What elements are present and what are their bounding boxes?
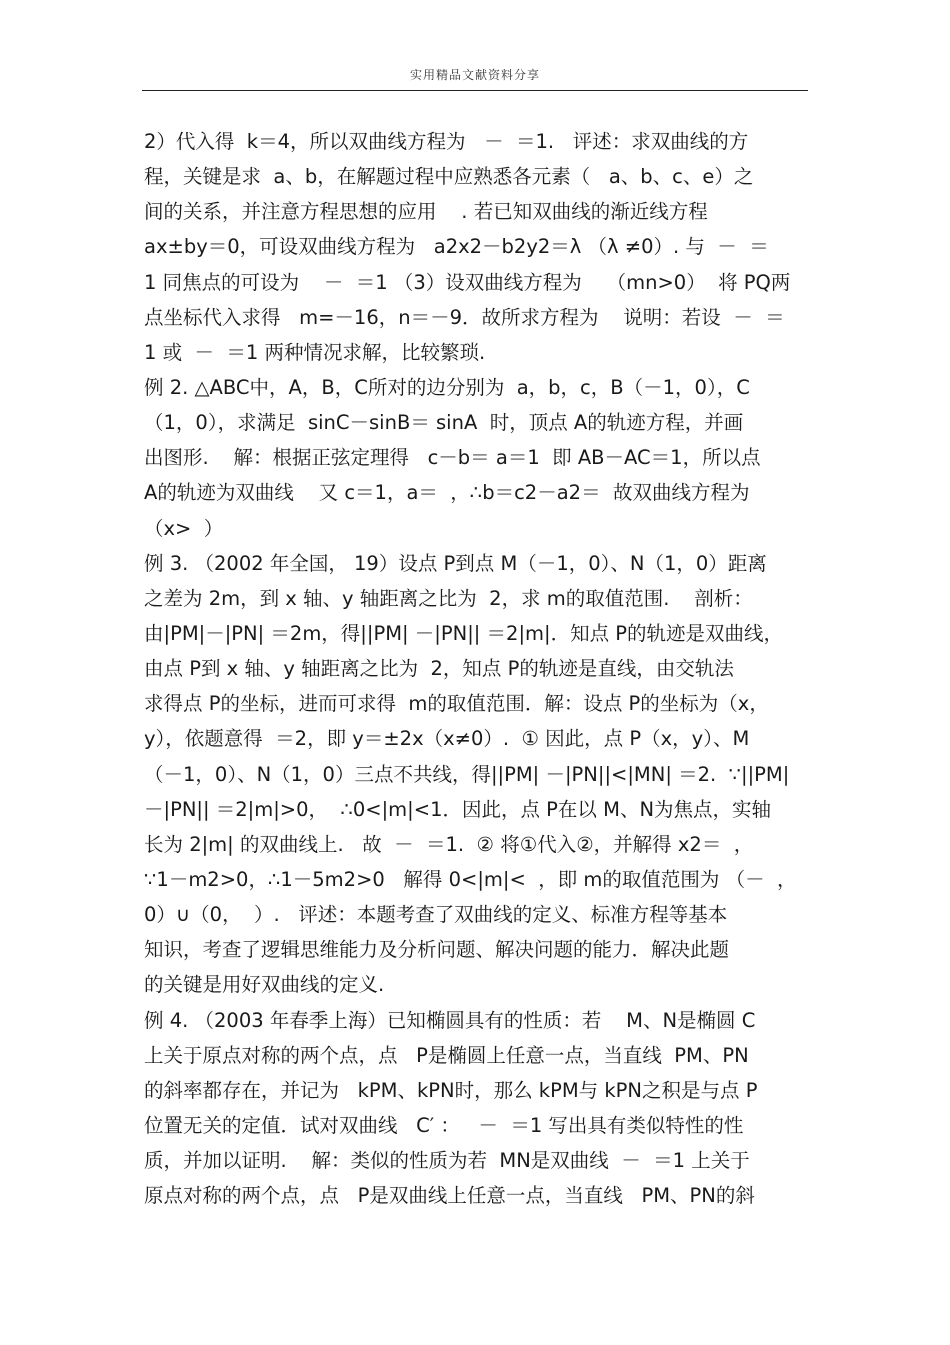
text-line: 之差为 2m，到 x 轴、y 轴距离之比为 2，求 m的取值范围. 剖析：: [144, 586, 753, 610]
text-line: 1 或 － ＝1 两种情况求解，比较繁琐.: [144, 340, 486, 364]
text-line: 长为 2|m| 的双曲线上. 故 － ＝1. ② 将①代入②，并解得 x2＝ ，: [144, 832, 754, 856]
text-line: ∵1－m2>0，∴1－5m2>0 解得 0<|m|< ，即 m的取值范围为 （－ ，: [144, 867, 797, 891]
text-line: 位置无关的定值．试对双曲线 C′ ： － ＝1 写出具有类似特性的性: [144, 1113, 744, 1137]
text-line: 1 同焦点的可设为 － ＝1 （3）设双曲线方程为 （mn>0） 将 PQ两: [144, 270, 791, 294]
text-line: 例 2. △ABC中，A，B，C所对的边分别为 a，b，c，B（－1，0），C: [144, 375, 750, 399]
text-line: 程，关键是求 a、b，在解题过程中应熟悉各元素（ a、b、c、e）之: [144, 165, 754, 189]
text-line: 点坐标代入求得 m=－16，n＝－9．故所求方程为 说明：若设 － ＝: [144, 305, 785, 329]
text-line: 由点 P到 x 轴、y 轴距离之比为 2，知点 P的轨迹是直线，由交轨法: [144, 657, 734, 681]
text-line: 2）代入得 k＝4，所以双曲线方程为 － ＝1. 评述：求双曲线的方: [144, 130, 749, 153]
page-header: 实用精品文献资料分享: [409, 68, 540, 82]
text-line: 质，并加以证明. 解：类似的性质为若 MN是双曲线 － ＝1 上关于: [144, 1149, 750, 1173]
text-line: （1，0），求满足 sinC－sinB＝ sinA 时，顶点 A的轨迹方程，并画: [144, 411, 744, 435]
text-line: 由|PM|－|PN| ＝2m，得||PM| －|PN|| ＝2|m|．知点 P的轨迹是双曲线，: [144, 621, 784, 645]
text-line: （x> ）: [144, 516, 224, 540]
text-line: －|PN|| ＝2|m|>0， ∴0<|m|<1．因此，点 P在以 M、N为焦点，实轴: [144, 797, 772, 821]
header-divider: [142, 90, 808, 91]
text-line: 的关键是用好双曲线的定义.: [144, 973, 385, 997]
text-line: y），依题意得 ＝2，即 y＝±2x（x≠0）. ① 因此，点 P（x，y）、M: [144, 727, 750, 751]
text-line: 间的关系，并注意方程思想的应用 . 若已知双曲线的渐近线方程: [144, 200, 708, 224]
text-line: 的斜率都存在，并记为 kPM、kPN时，那么 kPM与 kPN之积是与点 P: [144, 1078, 758, 1102]
text-line: 原点对称的两个点，点 P是双曲线上任意一点，当直线 PM、PN的斜: [144, 1184, 755, 1208]
document-body: [144, 124, 824, 1213]
text-line: 0）∪（0， ）. 评述：本题考查了双曲线的定义、标准方程等基本: [144, 903, 728, 927]
text-line: 例 4. （2003 年春季上海）已知椭圆具有的性质：若 M、N是椭圆 C: [144, 1008, 756, 1032]
text-line: 例 3. （2002 年全国， 19）设点 P到点 M（－1，0）、N（1，0）距离: [144, 551, 767, 575]
text-line: ax±by＝0，可设双曲线方程为 a2x2－b2y2＝λ （λ ≠0）. 与 － ＝: [144, 235, 769, 259]
text-line: A的轨迹为双曲线 又 c＝1，a＝ ，∴b＝c2－a2＝ 故双曲线方程为: [144, 481, 750, 505]
text-line: （－1，0）、N（1，0）三点不共线，得||PM| －|PN||<|MN| ＝2. ∵||PM|: [144, 762, 790, 786]
text-line: 出图形. 解：根据正弦定理得 c－b＝ a＝1 即 AB－AC＝1，所以点: [144, 446, 761, 470]
text-line: 求得点 P的坐标，进而可求得 m的取值范围．解：设点 P的坐标为（x，: [144, 692, 769, 716]
text-line: 知识，考查了逻辑思维能力及分析问题、解决问题的能力．解决此题: [144, 938, 730, 962]
text-line: 上关于原点对称的两个点，点 P是椭圆上任意一点，当直线 PM、PN: [144, 1043, 749, 1067]
